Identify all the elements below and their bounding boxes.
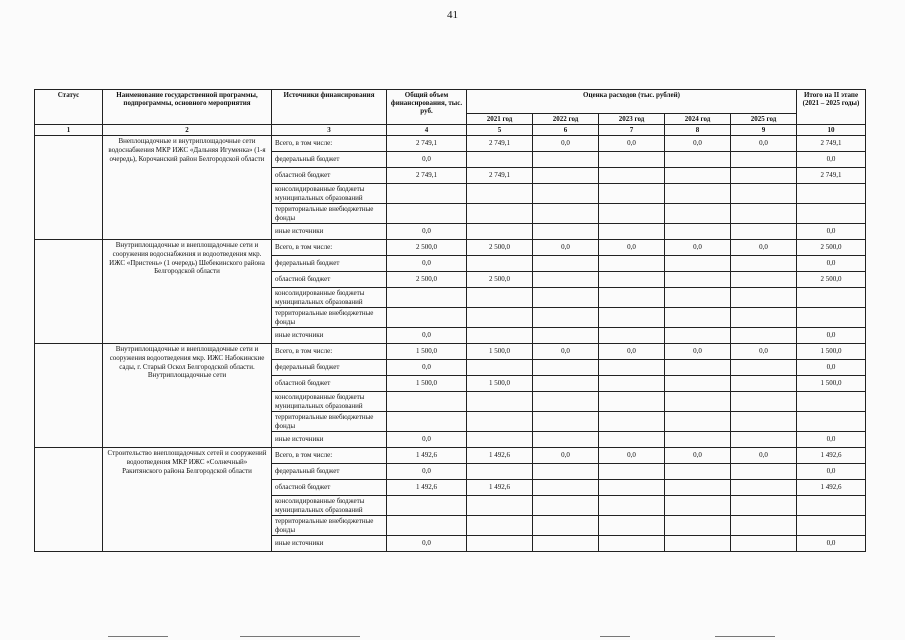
footer-rule [715,636,775,637]
project-name: Строительство внеплощадочных сетей и сооружений водоотведения МКР ИЖС «Солнечный» Ракитянского района Белгородской области [103,448,272,552]
year-value [533,412,599,432]
status-cell [35,448,103,552]
year-value [665,272,731,288]
header-name: Наименование государственной программы, подпрограммы, основного мероприятия [103,90,272,125]
year-value [599,204,665,224]
year-value: 1 492,6 [467,448,533,464]
year-value [665,152,731,168]
source-label: иные источники [272,224,387,240]
header-total: Общий объем финансирования, тыс. руб. [387,90,467,125]
header-year: 2022 год [533,114,599,125]
year-value [467,432,533,448]
year-value [467,412,533,432]
year-value: 0,0 [731,240,797,256]
source-label: Всего, в том числе: [272,240,387,256]
year-value [665,392,731,412]
source-label: областной бюджет [272,376,387,392]
year-value [665,412,731,432]
year-value: 0,0 [665,448,731,464]
year-value [467,152,533,168]
year-value [731,308,797,328]
year-value [467,184,533,204]
year-value [467,308,533,328]
year-value: 0,0 [665,344,731,360]
year-value [665,288,731,308]
stage-total-value: 0,0 [797,152,866,168]
year-value [665,360,731,376]
year-value [533,360,599,376]
stage-total-value: 0,0 [797,360,866,376]
year-value [599,464,665,480]
table-row [35,344,866,360]
year-value: 0,0 [665,240,731,256]
source-label: областной бюджет [272,168,387,184]
stage-total-value: 2 500,0 [797,272,866,288]
year-value [731,480,797,496]
financing-table [34,89,866,552]
source-label: федеральный бюджет [272,152,387,168]
stage-total-value [797,308,866,328]
year-value [665,536,731,552]
source-label: иные источники [272,432,387,448]
total-value [387,392,467,412]
stage-total-value: 0,0 [797,256,866,272]
year-value: 1 500,0 [467,344,533,360]
stage-total-value: 2 749,1 [797,136,866,152]
year-value [731,168,797,184]
year-value [731,536,797,552]
year-value: 0,0 [599,240,665,256]
year-value: 0,0 [533,448,599,464]
source-label: Всего, в том числе: [272,344,387,360]
year-value [665,480,731,496]
year-value [599,392,665,412]
year-value [533,308,599,328]
year-value [665,204,731,224]
year-value [533,152,599,168]
year-value [731,184,797,204]
footer-rule [600,636,630,637]
year-value [731,328,797,344]
total-value: 1 500,0 [387,376,467,392]
year-value: 0,0 [533,240,599,256]
year-value [467,224,533,240]
year-value: 0,0 [533,344,599,360]
year-value [533,480,599,496]
total-value: 0,0 [387,360,467,376]
year-value [533,516,599,536]
year-value [599,308,665,328]
year-value [599,152,665,168]
source-label: иные источники [272,328,387,344]
year-value [731,464,797,480]
year-value [731,272,797,288]
year-value [731,496,797,516]
total-value: 2 500,0 [387,240,467,256]
year-value [599,288,665,308]
year-value [533,464,599,480]
year-value [731,360,797,376]
year-value [533,184,599,204]
total-value: 1 500,0 [387,344,467,360]
total-value [387,496,467,516]
year-value [533,376,599,392]
total-value [387,412,467,432]
header-estimate: Оценка расходов (тыс. рублей) [467,90,797,114]
column-number: 3 [272,125,387,136]
total-value: 0,0 [387,152,467,168]
stage-total-value: 0,0 [797,224,866,240]
year-value [533,204,599,224]
year-value: 2 749,1 [467,136,533,152]
year-value [731,392,797,412]
year-value [731,204,797,224]
header-year: 2024 год [665,114,731,125]
year-value [599,184,665,204]
source-label: консолидированные бюджеты муниципальных образований [272,392,387,412]
stage-total-value [797,392,866,412]
total-value: 1 492,6 [387,480,467,496]
column-number: 2 [103,125,272,136]
stage-total-value: 1 500,0 [797,344,866,360]
source-label: Всего, в том числе: [272,448,387,464]
year-value: 0,0 [731,344,797,360]
table-row [35,136,866,152]
source-label: иные источники [272,536,387,552]
total-value [387,204,467,224]
source-label: территориальные внебюджетные фонды [272,516,387,536]
source-label: консолидированные бюджеты муниципальных образований [272,288,387,308]
header-year: 2021 год [467,114,533,125]
year-value [533,224,599,240]
year-value: 2 500,0 [467,272,533,288]
stage-total-value: 2 500,0 [797,240,866,256]
year-value: 1 492,6 [467,480,533,496]
year-value [599,328,665,344]
year-value [731,224,797,240]
stage-total-value [797,184,866,204]
year-value [665,168,731,184]
year-value [599,480,665,496]
year-value [599,432,665,448]
source-label: консолидированные бюджеты муниципальных образований [272,496,387,516]
total-value [387,516,467,536]
year-value [533,256,599,272]
year-value [533,536,599,552]
stage-total-value: 0,0 [797,536,866,552]
project-name: Внутриплощадочные и внеплощадочные сети и сооружения водоснабжения и водоотведения мкр. ИЖС «Пристень» (1 очередь) Шебекинского района Белгородской области [103,240,272,344]
year-value [467,288,533,308]
year-value [731,516,797,536]
year-value: 1 500,0 [467,376,533,392]
table-row [35,448,866,464]
year-value [665,224,731,240]
year-value [467,536,533,552]
stage-total-value: 2 749,1 [797,168,866,184]
total-value: 2 500,0 [387,272,467,288]
stage-total-value: 0,0 [797,328,866,344]
year-value [467,328,533,344]
stage-total-value [797,204,866,224]
year-value: 0,0 [599,344,665,360]
year-value [533,496,599,516]
year-value: 0,0 [599,448,665,464]
column-number: 10 [797,125,866,136]
source-label: федеральный бюджет [272,256,387,272]
year-value [665,432,731,448]
year-value [599,168,665,184]
year-value [599,224,665,240]
source-label: консолидированные бюджеты муниципальных образований [272,184,387,204]
year-value [665,184,731,204]
total-value: 2 749,1 [387,136,467,152]
year-value [533,432,599,448]
year-value: 2 749,1 [467,168,533,184]
source-label: федеральный бюджет [272,360,387,376]
total-value: 0,0 [387,464,467,480]
year-value [665,308,731,328]
total-value [387,184,467,204]
year-value [467,256,533,272]
header-year: 2023 год [599,114,665,125]
source-label: территориальные внебюджетные фонды [272,204,387,224]
year-value [467,204,533,224]
column-number: 6 [533,125,599,136]
project-name: Внеплощадочные и внутриплощадочные сети водоснабжения МКР ИЖС «Дальняя Игуменка» (1-я очередь), Корочанский район Белгородской области [103,136,272,240]
year-value [665,496,731,516]
table-row [35,240,866,256]
year-value [599,412,665,432]
year-value [599,272,665,288]
source-label: территориальные внебюджетные фонды [272,308,387,328]
year-value [533,168,599,184]
header-status: Статус [35,90,103,125]
header-year: 2025 год [731,114,797,125]
footer-rule [108,636,168,637]
column-number: 4 [387,125,467,136]
year-value: 0,0 [731,448,797,464]
table-body [35,136,866,552]
year-value [665,464,731,480]
year-value [467,464,533,480]
year-value [599,256,665,272]
stage-total-value: 1 492,6 [797,448,866,464]
year-value [533,392,599,412]
column-number: 5 [467,125,533,136]
total-value: 0,0 [387,328,467,344]
year-value [533,328,599,344]
stage-total-value: 0,0 [797,432,866,448]
year-value [731,412,797,432]
page-number: 41 [447,9,458,21]
total-value [387,308,467,328]
column-number: 7 [599,125,665,136]
year-value [665,256,731,272]
column-number-row [35,125,866,136]
total-value [387,288,467,308]
year-value [599,376,665,392]
year-value [665,376,731,392]
year-value [599,360,665,376]
stage-total-value: 0,0 [797,464,866,480]
year-value: 0,0 [665,136,731,152]
stage-total-value [797,412,866,432]
year-value [665,328,731,344]
year-value [731,256,797,272]
status-cell [35,240,103,344]
year-value [599,516,665,536]
year-value [533,288,599,308]
total-value: 1 492,6 [387,448,467,464]
year-value [731,432,797,448]
year-value [599,496,665,516]
stage-total-value: 1 500,0 [797,376,866,392]
source-label: областной бюджет [272,480,387,496]
source-label: Всего, в том числе: [272,136,387,152]
year-value [467,360,533,376]
year-value [533,272,599,288]
source-label: территориальные внебюджетные фонды [272,412,387,432]
source-label: федеральный бюджет [272,464,387,480]
stage-total-value [797,516,866,536]
project-name: Внутриплощадочные и внеплощадочные сети и сооружения водоотведения мкр. ИЖС Набокинские сады, г. Старый Оскол Белгородской области. Внутриплощадочные сети [103,344,272,448]
column-number: 1 [35,125,103,136]
column-number: 9 [731,125,797,136]
year-value [665,516,731,536]
total-value: 0,0 [387,536,467,552]
year-value [467,392,533,412]
total-value: 2 749,1 [387,168,467,184]
year-value [467,516,533,536]
stage-total-value: 1 492,6 [797,480,866,496]
stage-total-value [797,288,866,308]
year-value: 0,0 [599,136,665,152]
year-value: 2 500,0 [467,240,533,256]
status-cell [35,136,103,240]
year-value [467,496,533,516]
year-value [731,376,797,392]
column-number: 8 [665,125,731,136]
year-value [599,536,665,552]
header-source: Источники финансирования [272,90,387,125]
total-value: 0,0 [387,432,467,448]
total-value: 0,0 [387,224,467,240]
year-value: 0,0 [533,136,599,152]
total-value: 0,0 [387,256,467,272]
header-stage-total: Итого на II этапе (2021 – 2025 годы) [797,90,866,125]
footer-rule [240,636,360,637]
stage-total-value [797,496,866,516]
source-label: областной бюджет [272,272,387,288]
year-value: 0,0 [731,136,797,152]
status-cell [35,344,103,448]
year-value [731,152,797,168]
table-header [35,90,866,136]
year-value [731,288,797,308]
